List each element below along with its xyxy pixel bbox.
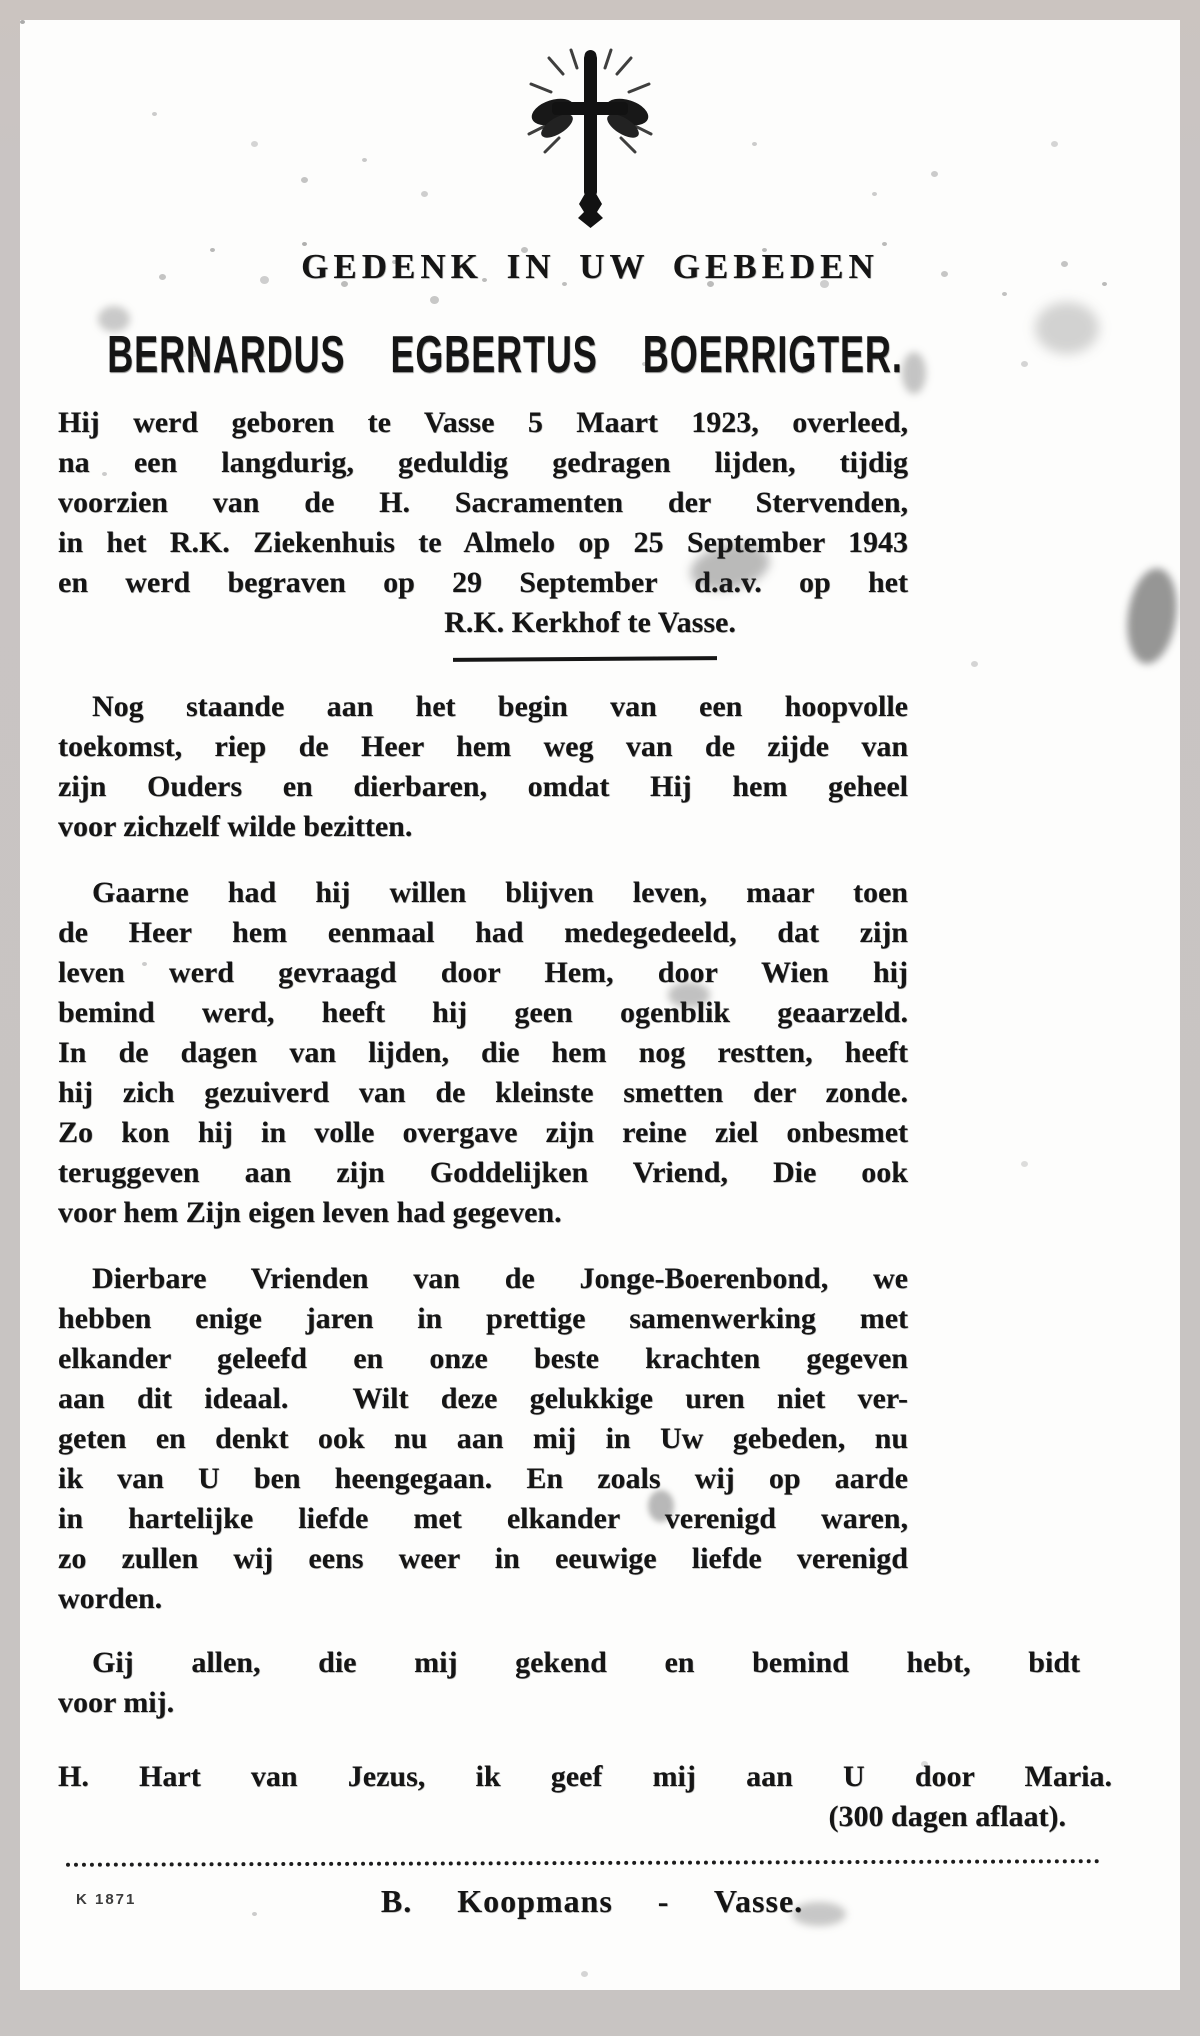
text-line: in het R.K. Ziekenhuis te Almelo op 25 September 1943 (58, 526, 908, 559)
text-line: ik van U ben heengegaan. En zoals wij op aarde (58, 1462, 908, 1495)
text-line: zo zullen wij eens weer in eeuwige liefde verenigd (58, 1542, 908, 1575)
deceased-name: BERNARDUS EGBERTUS BOERRIGTER. (107, 326, 903, 384)
text-line: bemind werd, heeft hij geen ogenblik geaarzeld. (58, 996, 908, 1029)
text-line: teruggeven aan zijn Goddelijken Vriend, Die ook (58, 1156, 908, 1189)
text-line: H. Hart van Jezus, ik geef mij aan U door Maria. (58, 1760, 1112, 1793)
text-line: Dierbare Vrienden van de Jonge-Boerenbond, we (92, 1262, 908, 1295)
footer (20, 1879, 1180, 1929)
text-line: toekomst, riep de Heer hem weg van de zijde van (58, 730, 908, 763)
text-line: worden. (58, 1582, 163, 1615)
section-divider (453, 656, 717, 662)
text-line: Gaarne had hij willen blijven leven, maar toen (92, 876, 908, 909)
text-line: voorzien van de H. Sacramenten der Stervenden, (58, 486, 908, 519)
memorial-text (58, 403, 1112, 1837)
text-line: hebben enige jaren in prettige samenwerking met (58, 1302, 908, 1335)
scan-smudge (648, 1490, 674, 1522)
text-line: leven werd gevraagd door Hem, door Wien hij (58, 956, 908, 989)
text-line: geten en denkt ook nu aan mij in Uw gebeden, nu (58, 1422, 908, 1455)
radiant-cross-icon (20, 46, 1170, 232)
text-line: Zo kon hij in volle overgave zijn reine ziel onbesmet (58, 1116, 908, 1149)
text-line: en werd begraven op 29 September d.a.v. op het (58, 566, 908, 599)
text-line: voor zichzelf wilde bezitten. (58, 810, 413, 843)
scan-smudge (1035, 302, 1099, 354)
text-paragraph (58, 687, 908, 847)
text-line: aan dit ideaal. Wilt deze gelukkige uren niet ver- (58, 1382, 908, 1415)
text-line: In de dagen van lijden, die hem nog restten, heeft (58, 1036, 908, 1069)
text-line: R.K. Kerkhof te Vasse. (444, 606, 736, 639)
scan-smudge (668, 982, 710, 1008)
text-line: (300 dagen aflaat). (828, 1800, 1066, 1833)
text-line: voor mij. (58, 1686, 175, 1719)
text-line: Hij werd geboren te Vasse 5 Maart 1923, overleed, (58, 406, 908, 439)
text-line: elkander geleefd en onze beste krachten gegeven (58, 1342, 908, 1375)
page-title: GEDENK IN UW GEBEDEN (301, 247, 879, 286)
printer-reference: K 1871 (76, 1891, 137, 1908)
text-paragraph (58, 873, 908, 1233)
printer-credit: B. Koopmans - Vasse. (380, 1883, 804, 1919)
memorial-card (20, 20, 1180, 1990)
text-line: hij zich gezuiverd van de kleinste smetten der zonde. (58, 1076, 908, 1109)
text-line: na een langdurig, geduldig gedragen lijden, tijdig (58, 446, 908, 479)
biography-paragraph (58, 403, 908, 643)
text-paragraph (58, 1643, 1080, 1723)
text-line: in hartelijke liefde met elkander verenigd waren, (58, 1502, 908, 1535)
text-paragraph (58, 1259, 908, 1619)
prayer-paragraph (58, 1757, 1112, 1837)
scan-speckles (20, 20, 25, 24)
scan-smudge (1122, 565, 1180, 667)
text-line: Nog staande aan het begin van een hoopvolle (92, 690, 908, 723)
text-line: voor hem Zijn eigen leven had gegeven. (58, 1196, 562, 1229)
text-line: zijn Ouders en dierbaren, omdat Hij hem geheel (58, 770, 908, 803)
text-line: Gij allen, die mij gekend en bemind hebt, bidt (92, 1646, 1080, 1679)
text-line: de Heer hem eenmaal had medegedeeld, dat zijn (58, 916, 908, 949)
dotted-divider (66, 1859, 1100, 1867)
